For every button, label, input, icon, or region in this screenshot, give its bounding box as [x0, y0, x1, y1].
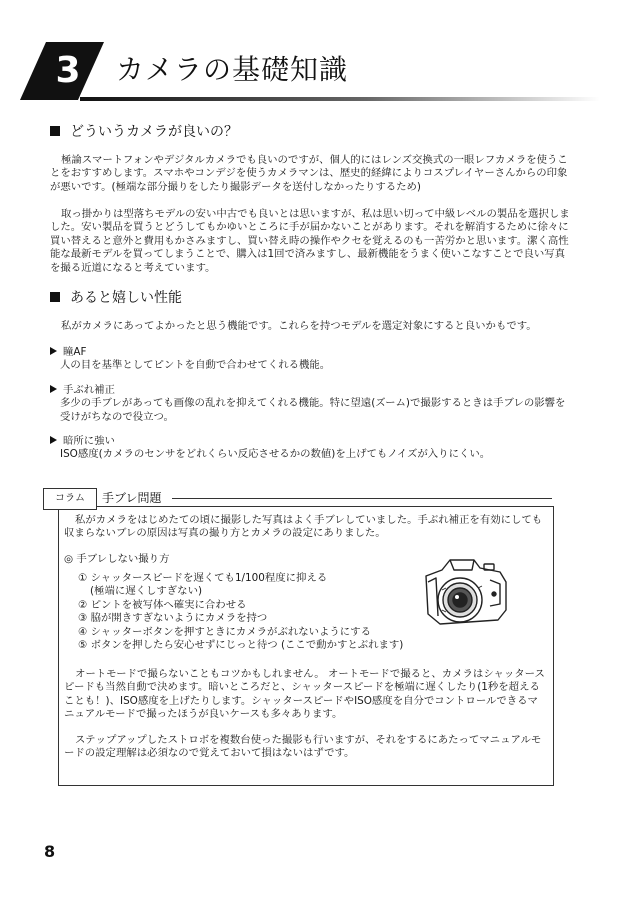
section-heading-text: どういうカメラが良いの？: [70, 124, 238, 140]
step-item-continued: (極端に遅くしすぎない): [90, 585, 203, 598]
column-paragraph-intro: 私がカメラをはじめたての頃に撮影した写真はよく手ブレしていました。手ぶれ補正を有効にしても収まらないブレの原因は写真の撮り方とカメラの設定にありました。: [64, 514, 543, 540]
feature-item: [50, 384, 575, 424]
feature-description: 多少の手ブレがあっても画像の乱れを抑えてくれる機能。特に望遠(ズーム)で撮影するときは手ブレの影響を受けがちなので役立つ。: [60, 397, 566, 423]
dslr-camera-icon: [420, 554, 512, 632]
feature-title: 瞳AF: [63, 346, 87, 358]
column-tag: コラム: [43, 488, 97, 510]
paragraph-features-intro: 私がカメラにあってよかったと思う機能です。これらを持つモデルを選定対象にすると良いかもです。: [61, 320, 537, 332]
step-item: ⑤ ボタンを押したら安心せずにじっと待つ (ここで動かすとぶれます): [78, 639, 404, 652]
column-title-rule: [172, 498, 552, 499]
feature-item: [50, 346, 575, 373]
square-bullet-icon: [50, 126, 60, 136]
section-heading-camera: [50, 123, 238, 141]
column-title: 手ブレ問題: [102, 490, 168, 506]
chapter-number: 3: [55, 50, 81, 91]
column-paragraph-auto-mode: オートモードで撮らないこともコツかもしれません。 オートモードで撮ると、カメラはシャッタースピードも当然自動で決めます。暗いところだと、シャッタースピードを極端に遅くしたり(1秒を超えることも！)、ISO感度を上げたりします。シャッタースピードやISO感度を自分でコントロールできるマニュアルモードで撮ったほうが良いケースも多々あります。: [64, 668, 545, 721]
chapter-title: カメラの基礎知識: [116, 53, 349, 86]
feature-description: ISO感度(カメラのセンサをどれくらい反応させるかの数値)を上げてもノイズが入りにくい。: [60, 448, 491, 461]
feature-item: [50, 435, 575, 462]
triangle-bullet-icon: [50, 436, 57, 444]
triangle-bullet-icon: [50, 347, 57, 355]
column-subheading: ◎ 手ブレしない撮り方: [64, 553, 170, 565]
column-paragraph-strobe: ステップアップしたストロボを複数台使った撮影も行いますが、それをするにあたってマニュアルモードの設定理解は必須なので覚えておいて損はないはずです。: [64, 734, 542, 760]
paragraph-intro: 極論スマートフォンやデジタルカメラでも良いのですが、個人的にはレンズ交換式の一眼レフカメラを使うことをおすすめします。スマホやコンデジを使うカメラマンは、歴史的経緯によりコスプレイヤーさんからの印象が悪いです。(極端な部分撮りをしたり撮影データを送付しなかったりするため): [50, 154, 568, 193]
feature-title: 暗所に強い: [63, 435, 115, 447]
step-item: ① シャッタースピードを遅くても1/100程度に抑える: [78, 572, 328, 584]
step-item: ③ 脇が開きすぎないようにカメラを持つ: [78, 612, 268, 625]
chapter-header: [20, 42, 620, 104]
column-steps-list: [78, 572, 403, 652]
triangle-bullet-icon: [50, 385, 57, 393]
feature-title: 手ぶれ補正: [63, 384, 115, 396]
page-number: 8: [44, 842, 56, 861]
chapter-rule: [80, 97, 600, 101]
section-heading-text: あると嬉しい性能: [70, 290, 182, 306]
square-bullet-icon: [50, 292, 60, 302]
section-heading-features: [50, 289, 182, 307]
step-item: ② ピントを被写体へ確実に合わせる: [78, 598, 247, 611]
step-item: ④ シャッターボタンを押すときにカメラがぶれないようにする: [78, 625, 371, 638]
paragraph-recommendation: 取っ掛かりは型落ちモデルの安い中古でも良いとは思いますが、私は思い切って中級レベルの製品を選択しました。安い製品を買うとどうしてもかゆいところに手が届かないことがあります。それを解消するために徐々に買い替えると意外と費用もかさみますし、買い替え時の操作やクセを覚えるのも一苦労かと思います。潔く高性能な最新モデルを買ってしまうことで、購入は1回で済みますし、最新機能をうまく使いこなすことで良い写真を撮る近道になると考えています。: [50, 208, 570, 274]
feature-description: 人の目を基準としてピントを自動で合わせてくれる機能。: [60, 359, 331, 372]
